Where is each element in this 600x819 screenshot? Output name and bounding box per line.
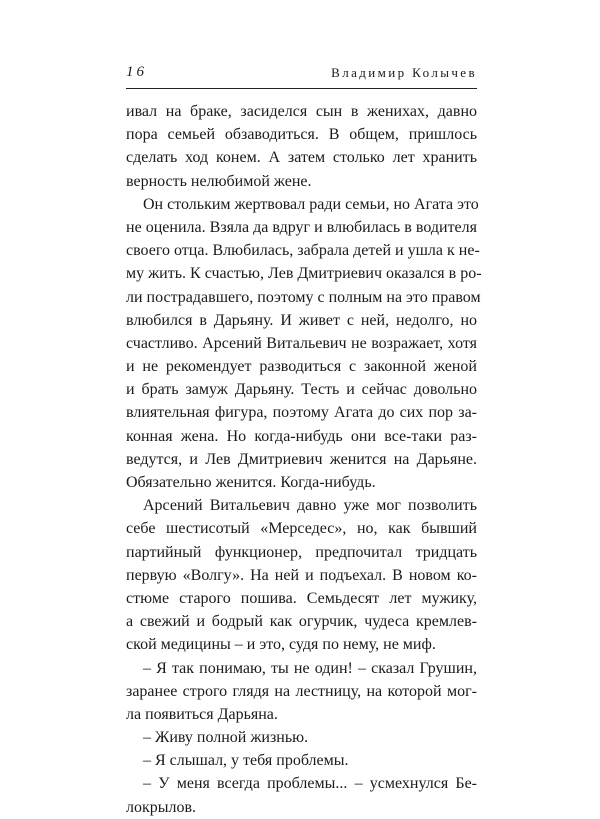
text-line: партийный функционер, предпочитал тридцать	[126, 543, 477, 561]
text-line: – Я так понимаю, ты не один! – сказал Грушин,	[143, 659, 477, 677]
text-line: себе шестисотый «Мерседес», но, как бывший	[126, 520, 477, 538]
text-line: Арсений Витальевич давно уже мог позволить	[143, 497, 477, 515]
text-line: счастливо. Арсений Витальевич не возражает, хотя	[126, 334, 477, 352]
text-line: му жить. К счастью, Лев Дмитриевич оказался в ро-	[126, 265, 482, 283]
text-line: Обязательно женится. Когда-нибудь.	[126, 474, 376, 491]
text-line: Он стольким жертвовал ради семьи, но Агата это	[143, 195, 479, 213]
text-line: конная жена. Но когда-нибудь они все-таки раз-	[126, 427, 477, 445]
text-line: – У меня всегда проблемы... – усмехнулся Бе-	[143, 775, 477, 793]
text-line: ли пострадавшего, поэтому с полным на это правом	[126, 288, 481, 306]
text-line: и не рекомендует разводиться с законной женой	[126, 358, 477, 376]
text-line: ивал на браке, засиделся сын в женихах, давно	[126, 103, 477, 120]
page-number: 16	[126, 64, 147, 80]
body-text	[126, 100, 482, 819]
text-line: стюме старого пошива. Семьдесят лет мужику,	[126, 589, 477, 607]
text-line: заранее строго глядя на лестницу, на которой мог-	[126, 682, 477, 700]
text-line: пора семьей обзаводиться. В общем, пришлось	[126, 126, 477, 144]
text-line: ла появиться Дарьяна.	[126, 705, 278, 723]
text-line: и брать замуж Дарьяну. Тесть и сейчас довольно	[126, 381, 477, 399]
text-line: – Я слышал, у тебя проблемы.	[143, 752, 349, 770]
text-line: сделать ход конем. А затем столько лет хранить	[126, 149, 477, 167]
text-line: ведутся, и Лев Дмитриевич женится на Дарьяне.	[126, 450, 477, 468]
text-line: верность нелюбимой жене.	[126, 172, 312, 190]
text-line: локрылов.	[126, 798, 197, 816]
text-line: влюбился в Дарьяну. И живет с ней, недолго, но	[126, 311, 477, 329]
text-line: влиятельная фигура, поэтому Агата до сих пор за-	[126, 404, 477, 422]
text-line: – Живу полной жизнью.	[143, 729, 309, 747]
text-line: ской медицины – и это, судя по нему, не миф.	[126, 636, 436, 654]
running-head-author: Владимир Колычев	[331, 65, 477, 80]
text-line: первую «Волгу». На ней и подъехал. В новом ко-	[126, 566, 477, 584]
text-line: а свежий и бодрый как огурчик, чудеса кремлев-	[126, 613, 477, 631]
text-line: не оценила. Взяла да вдруг и влюбилась в водителя	[126, 218, 477, 236]
header-rule	[126, 88, 477, 89]
page-header	[126, 64, 477, 84]
text-line: своего отца. Влюбилась, забрала детей и ушла к не-	[126, 242, 480, 260]
